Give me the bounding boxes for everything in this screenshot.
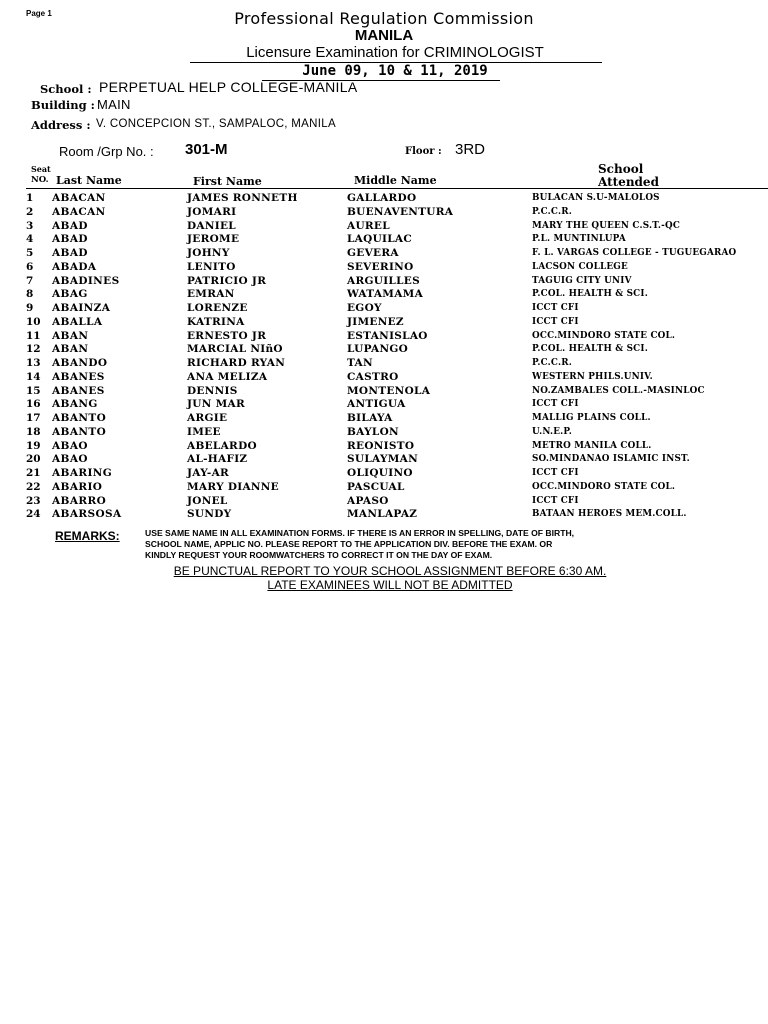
seat-number: 6 (26, 260, 34, 273)
school-cell: ICCT CFI (532, 316, 579, 327)
first-name-cell: EMRAN (187, 288, 235, 301)
school-cell: F. L. VARGAS COLLEGE - TUGUEGARAO (532, 248, 737, 258)
first-name-cell: RICHARD RYAN (187, 357, 286, 369)
first-name-cell: DENNIS (187, 384, 238, 397)
seat-number: 20 (26, 453, 41, 466)
last-name-cell: ABAINZA (52, 302, 111, 314)
seat-number: 3 (26, 219, 34, 232)
last-name-cell: ABAD (52, 219, 88, 232)
seat-number: 14 (26, 370, 41, 383)
last-name-cell: ABALLA (52, 315, 103, 328)
school-cell: METRO MANILA COLL. (532, 440, 652, 451)
table-row (0, 398, 768, 412)
school-cell: P.C.C.R. (532, 358, 573, 368)
last-name-cell: ABAO (52, 453, 88, 466)
school-cell: P.COL. HEALTH & SCI. (532, 289, 648, 300)
table-row (0, 192, 768, 206)
first-name-cell: JOMARI (187, 205, 237, 218)
seat-number: 23 (26, 494, 41, 507)
examinee-list (0, 192, 768, 522)
seat-number: 7 (26, 274, 34, 287)
middle-name-cell: OLIQUINO (347, 467, 413, 479)
middle-name-cell: SEVERINO (347, 260, 414, 273)
column-header-last-name: Last Name (56, 174, 122, 187)
middle-name-cell: BUENAVENTURA (347, 205, 454, 218)
table-row (0, 385, 768, 399)
last-name-cell: ABAN (52, 329, 89, 342)
seat-number: 11 (26, 329, 41, 342)
first-name-cell: PATRICIO JR (187, 274, 267, 287)
seat-number: 18 (26, 425, 41, 438)
last-name-cell: ABAN (52, 343, 89, 356)
floor-label: Floor : (405, 146, 442, 157)
seat-number: 1 (26, 192, 34, 204)
middle-name-cell: APASO (347, 494, 389, 507)
table-row (0, 371, 768, 385)
middle-name-cell: TAN (347, 357, 373, 369)
seat-number: 13 (26, 357, 41, 369)
last-name-cell: ABADINES (52, 274, 120, 287)
first-name-cell: IMEE (187, 425, 221, 438)
header-rule (26, 188, 768, 189)
seat-number: 22 (26, 480, 41, 493)
middle-name-cell: ARGUILLES (347, 274, 420, 287)
middle-name-cell: WATAMAMA (347, 288, 424, 301)
address-value: V. CONCEPCION ST., SAMPALOC, MANILA (96, 118, 336, 130)
first-name-cell: JAY-AR (187, 467, 230, 479)
first-name-cell: LENITO (187, 260, 236, 273)
column-header-first-name: First Name (193, 175, 262, 188)
middle-name-cell: BILAYA (347, 412, 393, 424)
city-title: MANILA (354, 27, 414, 44)
seat-number: 21 (26, 467, 41, 479)
last-name-cell: ABARING (52, 467, 113, 479)
middle-name-cell: BAYLON (347, 425, 399, 438)
exam-date: June 09, 10 & 11, 2019 (302, 63, 488, 79)
school-cell: OCC.MINDORO STATE COL. (532, 481, 676, 492)
school-cell: ICCT CFI (532, 303, 579, 313)
table-row (0, 508, 768, 522)
middle-name-cell: GEVERA (347, 247, 399, 259)
last-name-cell: ABAD (52, 233, 88, 246)
middle-name-cell: MONTENOLA (347, 384, 431, 397)
table-row (0, 275, 768, 289)
school-cell: BULACAN S.U-MALOLOS (532, 193, 660, 203)
last-name-cell: ABAD (52, 247, 88, 259)
column-header-middle-name: Middle Name (354, 174, 437, 187)
seat-number: 15 (26, 384, 41, 397)
first-name-cell: JONEL (187, 494, 228, 507)
table-row (0, 412, 768, 426)
page-number: Page 1 (26, 9, 52, 18)
school-cell: P.L. MUNTINLUPA (532, 234, 626, 245)
table-row (0, 453, 768, 467)
last-name-cell: ABADA (52, 260, 97, 273)
school-cell: TAGUIG CITY UNIV (532, 275, 632, 286)
school-label: School : (40, 82, 92, 96)
first-name-cell: MARY DIANNE (187, 480, 279, 493)
seat-number: 2 (26, 205, 34, 218)
column-header-no: NO. (31, 175, 49, 185)
table-row (0, 233, 768, 247)
last-name-cell: ABACAN (52, 205, 106, 218)
middle-name-cell: GALLARDO (347, 192, 417, 204)
building-value: MAIN (97, 97, 131, 112)
table-row (0, 302, 768, 316)
column-header-attended: Attended (598, 175, 659, 189)
school-cell: ICCT CFI (532, 468, 579, 478)
first-name-cell: SUNDY (187, 508, 232, 521)
school-value: PERPETUAL HELP COLLEGE-MANILA (99, 79, 358, 95)
first-name-cell: ABELARDO (187, 439, 257, 452)
middle-name-cell: MANLAPAZ (347, 508, 418, 521)
table-row (0, 247, 768, 261)
last-name-cell: ABANG (52, 398, 98, 411)
seat-number: 4 (26, 233, 34, 246)
remarks-line: KINDLY REQUEST YOUR ROOMWATCHERS TO CORRECT IT ON THE DAY OF EXAM. (145, 550, 493, 560)
building-label: Building : (31, 98, 95, 112)
school-cell: LACSON COLLEGE (532, 261, 628, 272)
seat-number: 10 (26, 315, 41, 328)
first-name-cell: ANA MELIZA (187, 370, 268, 383)
table-row (0, 330, 768, 344)
middle-name-cell: ANTIGUA (347, 398, 406, 411)
punctuality-notice: BE PUNCTUAL REPORT TO YOUR SCHOOL ASSIGNMENT BEFORE 6:30 AM. (173, 564, 607, 578)
middle-name-cell: EGOY (347, 302, 382, 314)
first-name-cell: DANIEL (187, 219, 236, 232)
first-name-cell: LORENZE (187, 302, 248, 314)
seat-number: 19 (26, 439, 41, 452)
seat-number: 5 (26, 247, 34, 259)
first-name-cell: MARCIAL NIñO (187, 343, 283, 356)
last-name-cell: ABANES (52, 370, 105, 383)
seat-number: 12 (26, 343, 41, 356)
last-name-cell: ABAO (52, 439, 88, 452)
seat-number: 16 (26, 398, 41, 411)
school-cell: U.N.E.P. (532, 426, 573, 437)
column-header-seat: Seat (31, 164, 51, 174)
room-label: Room /Grp No. : (59, 144, 154, 159)
last-name-cell: ABACAN (52, 192, 106, 204)
seat-number: 17 (26, 412, 41, 424)
middle-name-cell: JIMENEZ (347, 315, 404, 328)
remarks-line: SCHOOL NAME, APPLIC NO. PLEASE REPORT TO THE APPLICATION DIV. BEFORE THE EXAM. OR (145, 539, 553, 549)
middle-name-cell: PASCUAL (347, 480, 405, 493)
first-name-cell: ARGIE (187, 412, 228, 424)
last-name-cell: ABANTO (52, 425, 107, 438)
last-name-cell: ABANDO (52, 357, 108, 369)
table-row (0, 316, 768, 330)
table-row (0, 288, 768, 302)
school-cell: BATAAN HEROES MEM.COLL. (532, 509, 687, 520)
middle-name-cell: LAQUILAC (347, 233, 413, 246)
first-name-cell: KATRINA (187, 315, 245, 328)
school-cell: NO.ZAMBALES COLL.-MASINLOC (532, 385, 705, 396)
last-name-cell: ABAG (52, 288, 88, 301)
column-header-school: School (598, 162, 644, 176)
first-name-cell: JOHNY (187, 247, 230, 259)
remarks-label: REMARKS: (55, 529, 120, 543)
last-name-cell: ABANES (52, 384, 105, 397)
middle-name-cell: LUPANGO (347, 343, 409, 356)
first-name-cell: ERNESTO JR (187, 329, 267, 342)
last-name-cell: ABARIO (52, 480, 103, 493)
school-cell: ICCT CFI (532, 495, 579, 506)
school-cell: MALLIG PLAINS COLL. (532, 413, 651, 423)
table-row (0, 220, 768, 234)
late-notice: LATE EXAMINEES WILL NOT BE ADMITTED (267, 578, 513, 592)
middle-name-cell: AUREL (347, 219, 390, 232)
room-value: 301-M (185, 141, 228, 158)
school-cell: P.COL. HEALTH & SCI. (532, 344, 648, 355)
organization-title: Professional Regulation Commission (234, 9, 534, 28)
school-cell: OCC.MINDORO STATE COL. (532, 330, 676, 341)
school-cell: ICCT CFI (532, 399, 579, 410)
table-row (0, 343, 768, 357)
school-cell: P.C.C.R. (532, 206, 573, 217)
table-row (0, 206, 768, 220)
floor-value: 3RD (455, 141, 486, 158)
middle-name-cell: REONISTO (347, 439, 415, 452)
school-cell: MARY THE QUEEN C.S.T.-QC (532, 220, 681, 231)
table-row (0, 481, 768, 495)
table-row (0, 495, 768, 509)
last-name-cell: ABARSOSA (52, 508, 122, 521)
first-name-cell: AL-HAFIZ (187, 453, 248, 466)
school-cell: SO.MINDANAO ISLAMIC INST. (532, 454, 690, 465)
seat-number: 9 (26, 302, 34, 314)
seat-number: 8 (26, 288, 34, 301)
school-cell: WESTERN PHILS.UNIV. (532, 371, 653, 382)
seat-number: 24 (26, 508, 41, 521)
last-name-cell: ABANTO (52, 412, 107, 424)
remarks-text (145, 528, 735, 561)
table-row (0, 440, 768, 454)
address-label: Address : (31, 118, 91, 132)
table-row (0, 261, 768, 275)
table-row (0, 357, 768, 371)
first-name-cell: JEROME (187, 233, 240, 246)
first-name-cell: JUN MAR (187, 398, 245, 411)
last-name-cell: ABARRO (52, 494, 107, 507)
middle-name-cell: ESTANISLAO (347, 329, 428, 342)
table-row (0, 467, 768, 481)
first-name-cell: JAMES RONNETH (187, 192, 298, 204)
middle-name-cell: SULAYMAN (347, 453, 419, 466)
exam-title: Licensure Examination for CRIMINOLOGIST (246, 44, 544, 61)
remarks-line: USE SAME NAME IN ALL EXAMINATION FORMS. IF THERE IS AN ERROR IN SPELLING, DATE OF BIRTH, (145, 528, 575, 538)
table-row (0, 426, 768, 440)
middle-name-cell: CASTRO (347, 370, 399, 383)
